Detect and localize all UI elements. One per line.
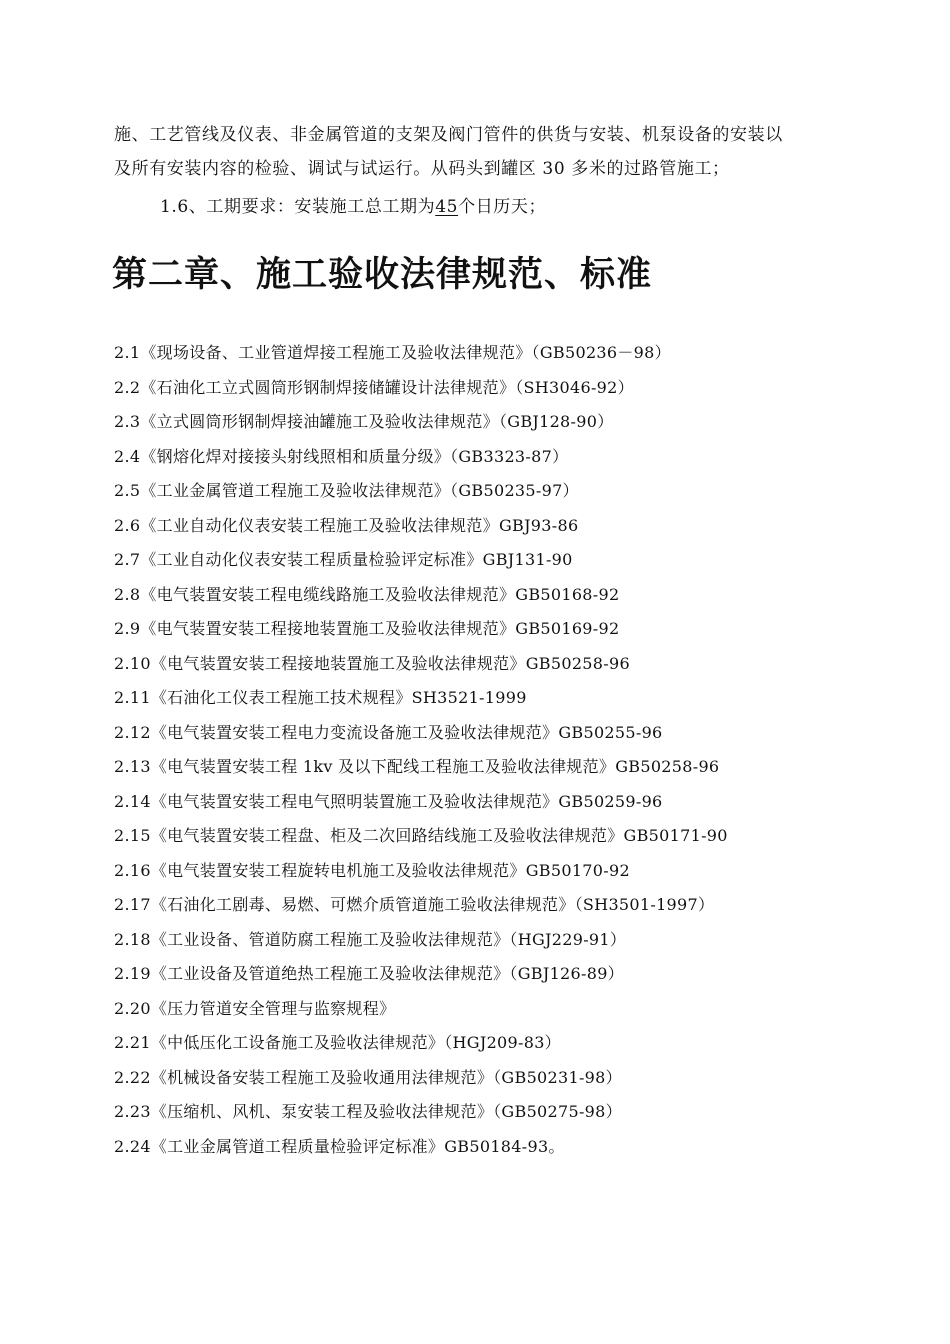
intro-line-1: 施、工艺管线及仪表、非金属管道的支架及阀门管件的供货与安装、机泵设备的安装以 bbox=[114, 125, 783, 145]
schedule-prefix: 1.6、工期要求：安装施工总工期为 bbox=[160, 197, 436, 217]
schedule-requirement bbox=[160, 190, 920, 224]
standard-item: 2.24《工业金属管道工程质量检验评定标准》GB50184-93。 bbox=[114, 1136, 565, 1156]
standard-item: 2.20《压力管道安全管理与监察规程》 bbox=[114, 998, 396, 1018]
schedule-days: 45 bbox=[435, 197, 459, 217]
standard-item: 2.22《机械设备安装工程施工及验收通用法律规范》（GB50231-98） bbox=[114, 1067, 622, 1087]
chapter-title: 第二章、施工验收法律规范、标准 bbox=[112, 255, 653, 295]
standard-item: 2.23《压缩机、风机、泵安装工程及验收法律规范》（GB50275-98） bbox=[114, 1102, 622, 1121]
standard-item: 2.5《工业金属管道工程施工及验收法律规范》（GB50235-97） bbox=[114, 481, 579, 500]
standard-item: 2.18《工业设备、管道防腐工程施工及验收法律规范》（HGJ229-91） bbox=[114, 929, 627, 949]
standard-item: 2.10《电气装置安装工程接地装置施工及验收法律规范》GB50258-96 bbox=[114, 653, 630, 673]
standard-item: 2.9《电气装置安装工程接地装置施工及验收法律规范》GB50169-92 bbox=[114, 619, 620, 638]
standard-item: 2.7《工业自动化仪表安装工程质量检验评定标准》GBJ131-90 bbox=[114, 550, 573, 569]
standard-item: 2.19《工业设备及管道绝热工程施工及验收法律规范》（GBJ126-89） bbox=[114, 964, 624, 983]
standard-item: 2.8《电气装置安装工程电缆线路施工及验收法律规范》GB50168-92 bbox=[114, 584, 620, 604]
standard-item: 2.3《立式圆筒形钢制焊接油罐施工及验收法律规范》（GBJ128-90） bbox=[114, 412, 614, 431]
standard-item: 2.6《工业自动化仪表安装工程施工及验收法律规范》GBJ93-86 bbox=[114, 515, 579, 535]
standard-item: 2.4《钢熔化焊对接接头射线照相和质量分级》（GB3323-87） bbox=[114, 446, 569, 466]
standard-item: 2.11《石油化工仪表工程施工技术规程》SH3521-1999 bbox=[114, 688, 527, 707]
standard-item: 2.15《电气装置安装工程盘、柜及二次回路结线施工及验收法律规范》GB50171-90 bbox=[114, 826, 728, 845]
standard-item: 2.16《电气装置安装工程旋转电机施工及验收法律规范》GB50170-92 bbox=[114, 860, 630, 880]
schedule-suffix: 个日历天； bbox=[458, 197, 547, 217]
standard-item: 2.21《中低压化工设备施工及验收法律规范》（HGJ209-83） bbox=[114, 1033, 561, 1052]
standard-item: 2.12《电气装置安装工程电力变流设备施工及验收法律规范》GB50255-96 bbox=[114, 722, 663, 742]
intro-line-2: 及所有安装内容的检验、调试与试运行。从码头到罐区 30 多米的过路管施工； bbox=[114, 159, 730, 179]
standard-item: 2.17《石油化工剧毒、易燃、可燃介质管道施工验收法律规范》（SH3501-1997） bbox=[114, 895, 715, 914]
standard-item: 2.2《石油化工立式圆筒形钢制焊接储罐设计法律规范》（SH3046-92） bbox=[114, 377, 634, 397]
standard-item: 2.1《现场设备、工业管道焊接工程施工及验收法律规范》（GB50236－98） bbox=[114, 343, 671, 362]
standard-item: 2.13《电气装置安装工程 1kv 及以下配线工程施工及验收法律规范》GB50258-96 bbox=[114, 757, 720, 776]
standard-item: 2.14《电气装置安装工程电气照明装置施工及验收法律规范》GB50259-96 bbox=[114, 791, 663, 811]
standards-list bbox=[114, 336, 728, 1164]
